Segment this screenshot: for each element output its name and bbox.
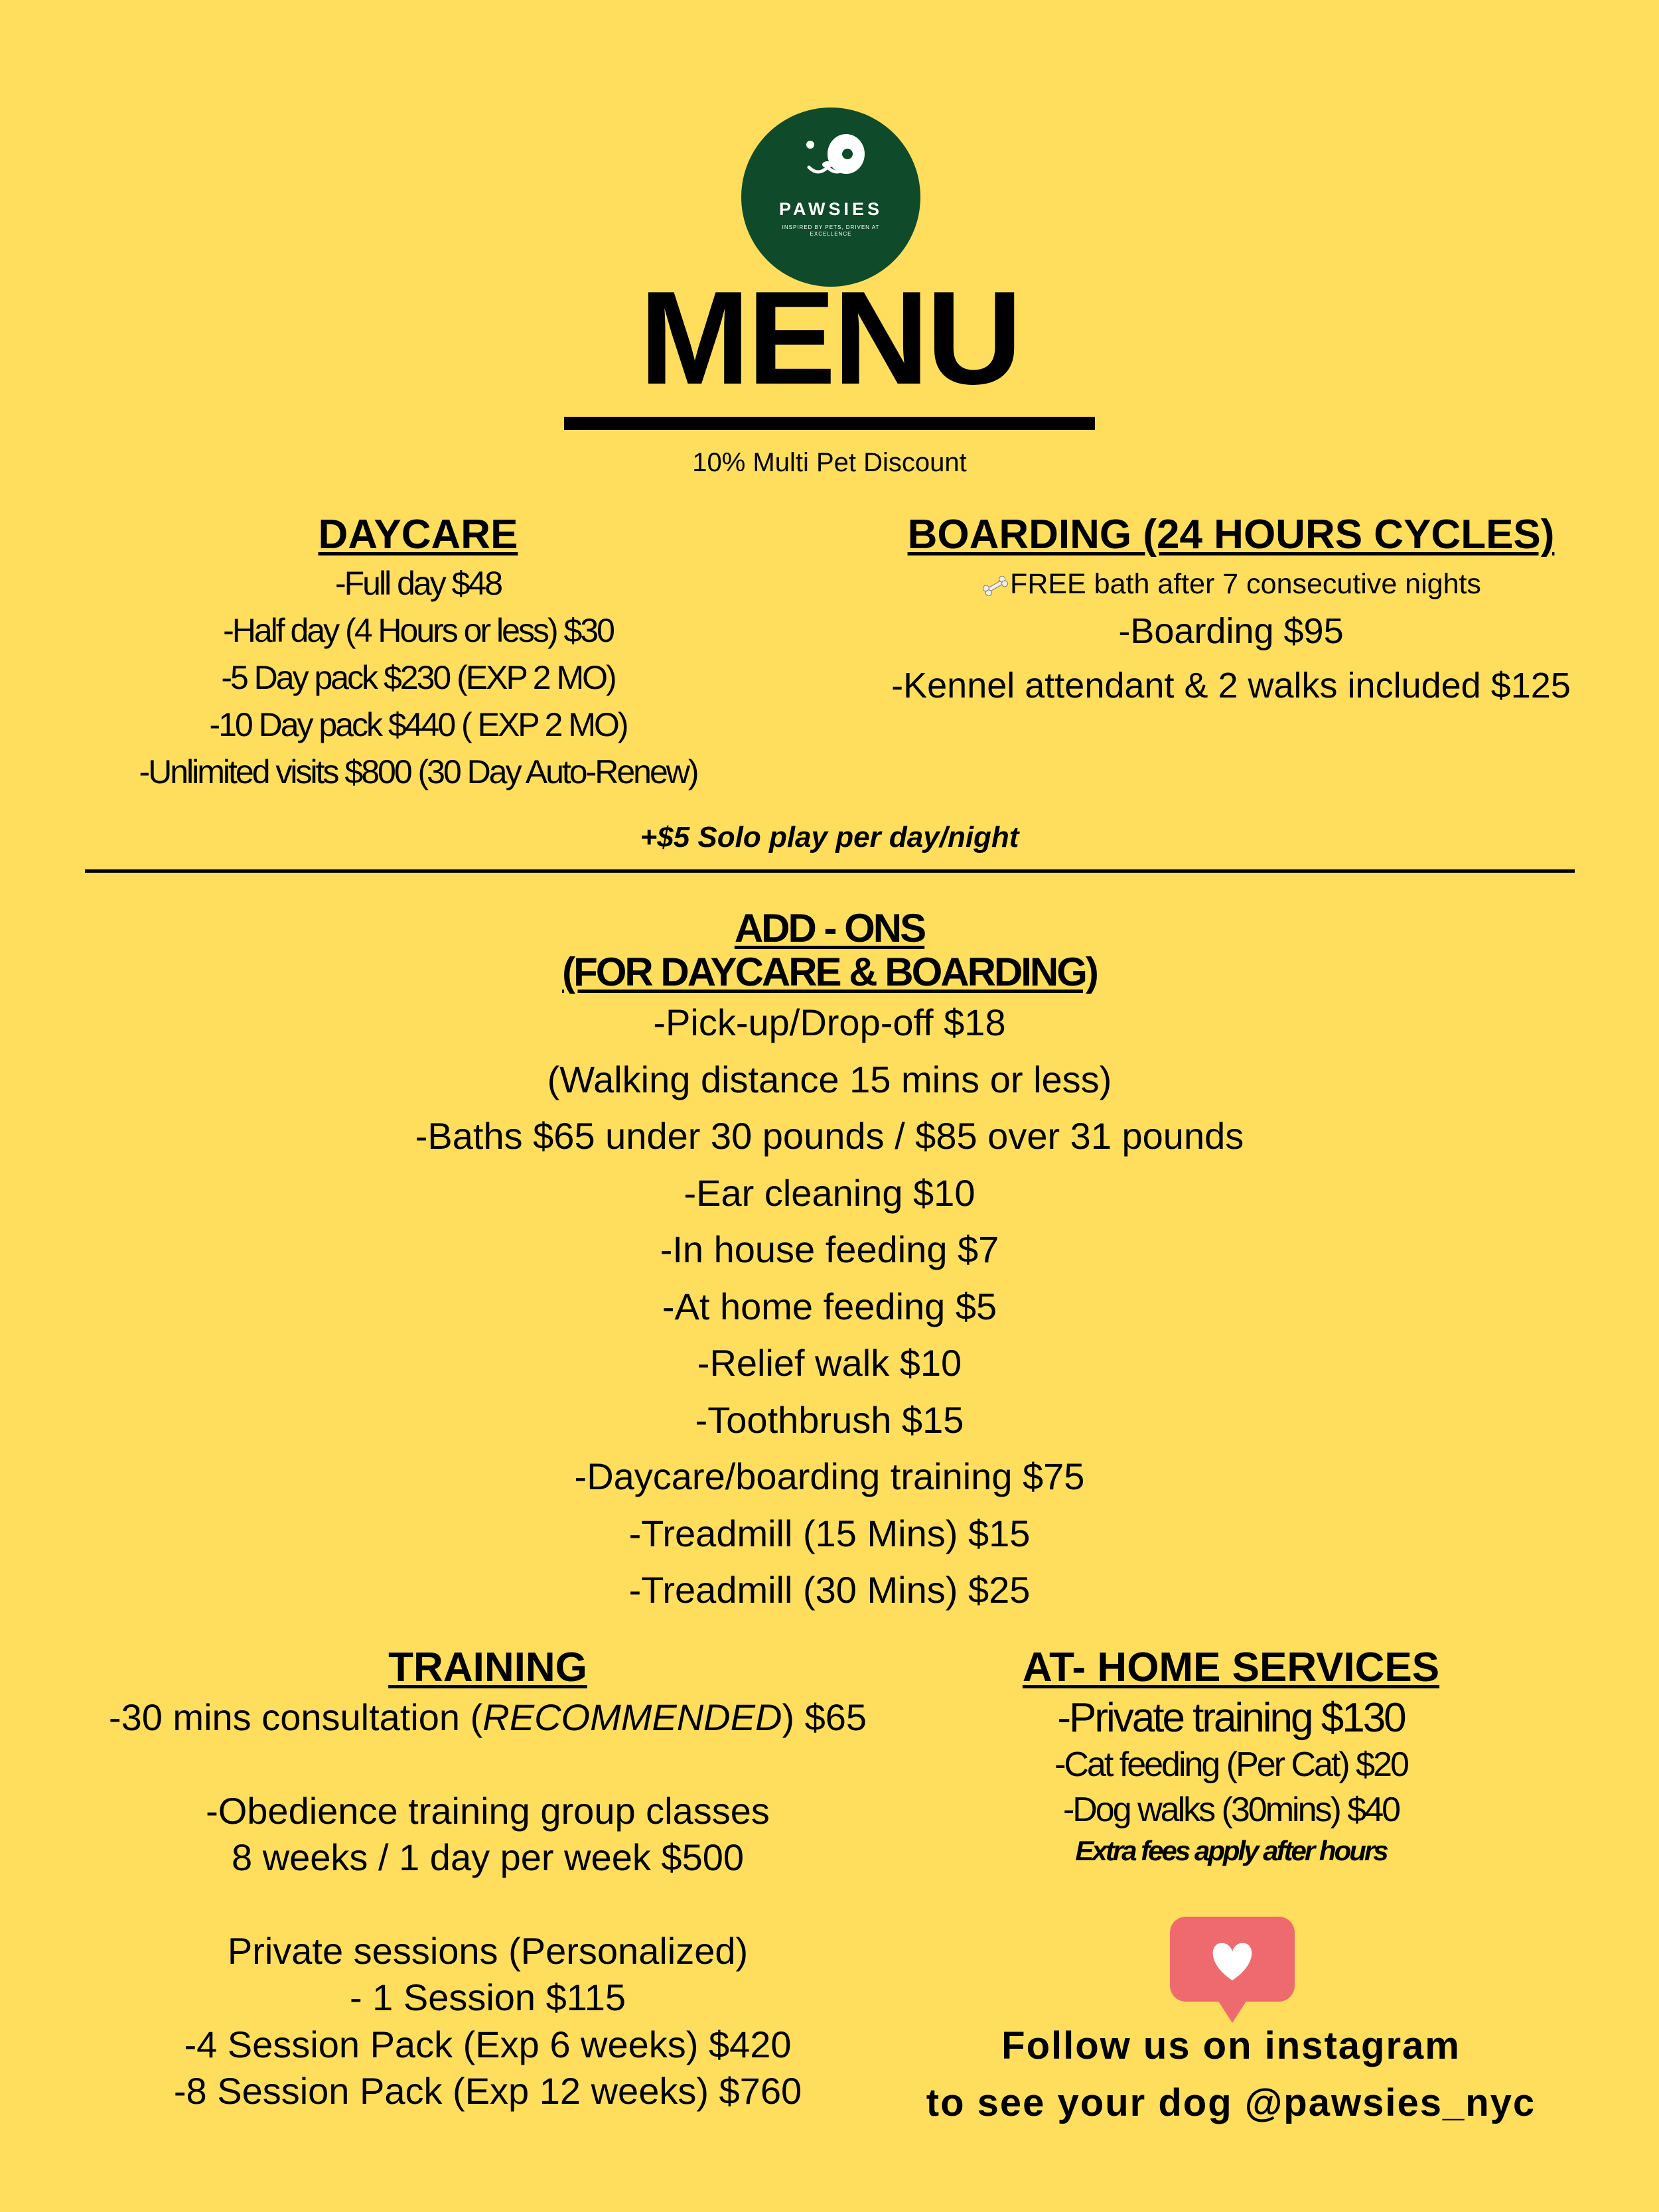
- brand-tagline: INSPIRED BY PETS, DRIVEN AT EXCELLENCE: [782, 224, 880, 237]
- at-home-item: -Dog walks (30mins) $40: [1062, 1791, 1400, 1829]
- private-session-item: - 1 Session $115: [349, 1976, 626, 2018]
- boarding-item: -Kennel attendant & 2 walks included $125: [891, 666, 1571, 705]
- consult-emphasis: RECOMMENDED: [482, 1696, 782, 1738]
- daycare-item: -Full day $48: [334, 565, 502, 602]
- discount-note: 10% Multi Pet Discount: [692, 448, 967, 477]
- title-divider: [564, 417, 1095, 430]
- addon-item: -Ear cleaning $10: [684, 1171, 975, 1214]
- pawsies-logo: [741, 108, 920, 287]
- boarding-section: [816, 510, 1646, 713]
- addon-item: -Daycare/boarding training $75: [574, 1455, 1085, 1497]
- daycare-heading: DAYCARE: [318, 512, 518, 557]
- private-session-item: -4 Session Pack (Exp 6 weeks) $420: [184, 2023, 792, 2065]
- addon-item: -Toothbrush $15: [695, 1398, 964, 1441]
- bone-icon: [981, 576, 1010, 596]
- addons-heading: ADD - ONS: [734, 906, 925, 950]
- consult-prefix: -30 mins consultation (: [108, 1696, 483, 1738]
- solo-play-note: +$5 Solo play per day/night: [640, 821, 1019, 853]
- instagram-line1: Follow us on instagram: [1001, 2024, 1461, 2067]
- addon-item: -Treadmill (15 Mins) $15: [628, 1512, 1031, 1554]
- page-title: MENU: [639, 264, 1020, 412]
- consult-suffix: ) $65: [782, 1696, 867, 1738]
- instagram-follow: [889, 2018, 1573, 2132]
- at-home-section: [956, 1641, 1506, 1870]
- group-classes-line2: 8 weeks / 1 day per week $500: [231, 1836, 745, 1878]
- daycare-item: -10 Day pack $440 ( EXP 2 MO): [209, 706, 627, 743]
- boarding-note-text: FREE bath after 7 consecutive nights: [1010, 568, 1481, 600]
- addon-item: -Relief walk $10: [697, 1342, 962, 1384]
- at-home-heading: AT- HOME SERVICES: [1022, 1645, 1440, 1690]
- private-sessions-heading: Private sessions (Personalized): [227, 1929, 749, 1972]
- section-divider: [85, 869, 1575, 873]
- daycare-item: -Unlimited visits $800 (30 Day Auto-Renew): [139, 753, 697, 790]
- boarding-heading: BOARDING (24 HOURS CYCLES): [907, 512, 1555, 557]
- daycare-item: -Half day (4 Hours or less) $30: [223, 612, 613, 649]
- addons-section: [0, 907, 1659, 1619]
- daycare-section: [27, 510, 810, 796]
- instagram-line2[interactable]: to see your dog @pawsies_nyc: [926, 2081, 1536, 2124]
- addon-item: -Baths $65 under 30 pounds / $85 over 31 pounds: [415, 1115, 1244, 1157]
- group-classes-line1: -Obedience training group classes: [206, 1789, 770, 1832]
- training-section: [27, 1641, 949, 2115]
- boarding-note: [816, 564, 1646, 604]
- addon-item: -Treadmill (30 Mins) $25: [628, 1569, 1031, 1611]
- addon-item: -In house feeding $7: [660, 1228, 999, 1270]
- training-heading: TRAINING: [388, 1645, 587, 1690]
- training-consultation: [27, 1694, 949, 1741]
- addon-item: -At home feeding $5: [662, 1285, 997, 1327]
- private-session-item: -8 Session Pack (Exp 12 weeks) $760: [173, 2070, 802, 2112]
- addon-item: (Walking distance 15 mins or less): [547, 1058, 1112, 1100]
- boarding-item: -Boarding $95: [1118, 611, 1344, 651]
- daycare-item: -5 Day pack $230 (EXP 2 MO): [221, 659, 615, 696]
- dog-face-icon: [741, 108, 920, 287]
- at-home-item: -Private training $130: [1057, 1695, 1405, 1741]
- extra-fees-note: Extra fees apply after hours: [1075, 1835, 1387, 1866]
- brand-name: PAWSIES: [778, 199, 883, 219]
- addon-item: -Pick-up/Drop-off $18: [653, 1001, 1006, 1043]
- addons-subheading: (FOR DAYCARE & BOARDING): [562, 950, 1097, 994]
- at-home-item: -Cat feeding (Per Cat) $20: [1054, 1745, 1407, 1784]
- heart-icon: [1166, 1917, 1299, 2029]
